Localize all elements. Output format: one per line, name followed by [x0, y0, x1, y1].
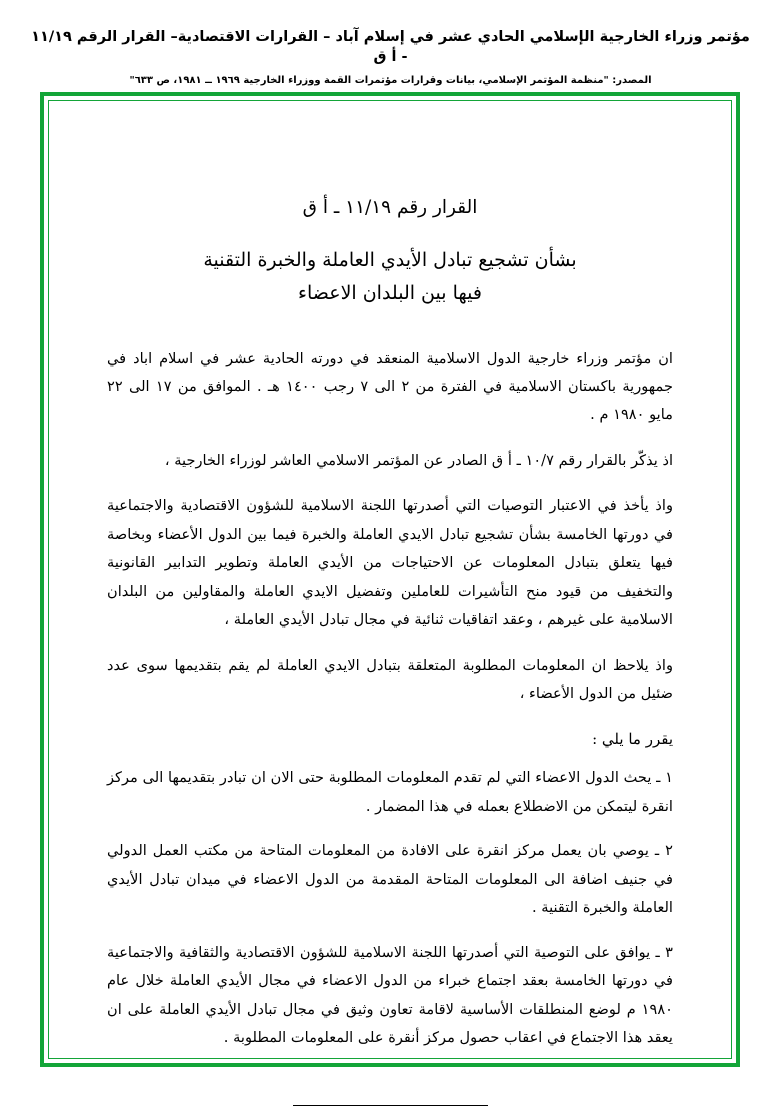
- resolution-title-line-1: بشأن تشجيع تبادل الأيدي العاملة والخبرة التقنية: [203, 249, 577, 271]
- header-source: المصدر: "منظمة المؤتمر الإسلامي، بيانات وقرارات مؤتمرات القمة ووزراء الخارجية ١٩٦٩ ــ ١٩٨١، ص ٦٣٣": [129, 75, 652, 87]
- resolution-items: [107, 764, 673, 1052]
- resolution-number: القرار رقم ١١/١٩ ـ أ ق: [302, 197, 478, 218]
- paragraph-preamble-3: واذ يأخذ في الاعتبار التوصيات التي أصدرتها اللجنة الاسلامية للشؤون الاقتصادية والاجتماعية في دورتها الخامسة بشأن تشجيع تبادل الايدي العاملة والخبرة فيما بين الدول الأعضاء وبخاصة فيها يتعلق بتبادل المعلومات عن الاحتياجات من الأيدي العاملة وتطوير التدابير القانونية والتخفيف من قيود منح التأشيرات للعاملين وتفضيل الايدي العاملة والمقاولين من البلدان الاسلامية على غيرهم ، وعقد اتفاقيات ثنائية في مجال تبادل الأيدي العاملة ،: [107, 497, 673, 629]
- paragraph-preamble-4: واذ يلاحظ ان المعلومات المطلوبة المتعلقة بتبادل الايدي العاملة لم يقم بتقديمها سوى عدد ضئيل من الدول الأعضاء ،: [107, 656, 673, 703]
- resolution-item-1: ١ ـ يحث الدول الاعضاء التي لم تقدم المعلومات المطلوبة حتى الان ان تبادر بتقديمها الى مركز انقرة ليتمكن من الاضطلاع بعمله في هذا المضمار .: [107, 769, 673, 815]
- end-rule: [293, 1105, 488, 1106]
- resolution-title-line-2: فيها بين البلدان الاعضاء: [298, 282, 482, 305]
- decides-label: يقرر ما يلي :: [592, 730, 673, 749]
- resolution-item-2: ٢ ـ يوصي بان يعمل مركز انقرة على الافادة من المعلومات المتاحة من مكتب العمل الدولي في جنيف اضافة الى المعلومات المتاحة المقدمة من الدول الاعضاء في ميدان تبادل الأيدي العاملة والخبرة التقنية .: [107, 842, 673, 917]
- paragraph-preamble-2: اذ يذكّر بالقرار رقم ١٠/٧ ـ أ ق الصادر عن المؤتمر الاسلامي العاشر لوزراء الخارجية ،: [164, 451, 673, 469]
- document-body: [49, 101, 731, 1106]
- paragraph-preamble-1: ان مؤتمر وزراء خارجية الدول الاسلامية المنعقد في دورته الحادية عشر في اسلام اباد في جمهورية باكستان الاسلامية في الفترة من ٢ الى ٧ رجب ١٤٠٠ هـ . الموافق من ١٧ الى ٢٢ مايو ١٩٨٠ م .: [107, 349, 673, 424]
- green-border-inner: [48, 100, 732, 1059]
- page-header: [0, 0, 781, 88]
- header-title: مؤتمر وزراء الخارجية الإسلامي الحادي عشر في إسلام آباد – القرارات الاقتصادية– القرار الرقم ١١/١٩ - أ ق: [31, 29, 750, 65]
- green-border-frame: [40, 92, 740, 1067]
- resolution-item-3: ٣ ـ يوافق على التوصية التي أصدرتها اللجنة الاسلامية للشؤون الاقتصادية والثقافية والاجتماعية في دورتها الخامسة بعقد اجتماع خبراء من الدول الاعضاء في مجال الأيدي العاملة خلال عام ١٩٨٠ م لوضع المنطلقات الأساسية لاقامة تعاون وثيق في مجال تبادل الأيدي العاملة على ان يعقد هذا الاجتماع في اعقاب حصول مركز أنقرة على المعلومات المطلوبة .: [107, 943, 673, 1047]
- resolution-title: [107, 244, 673, 311]
